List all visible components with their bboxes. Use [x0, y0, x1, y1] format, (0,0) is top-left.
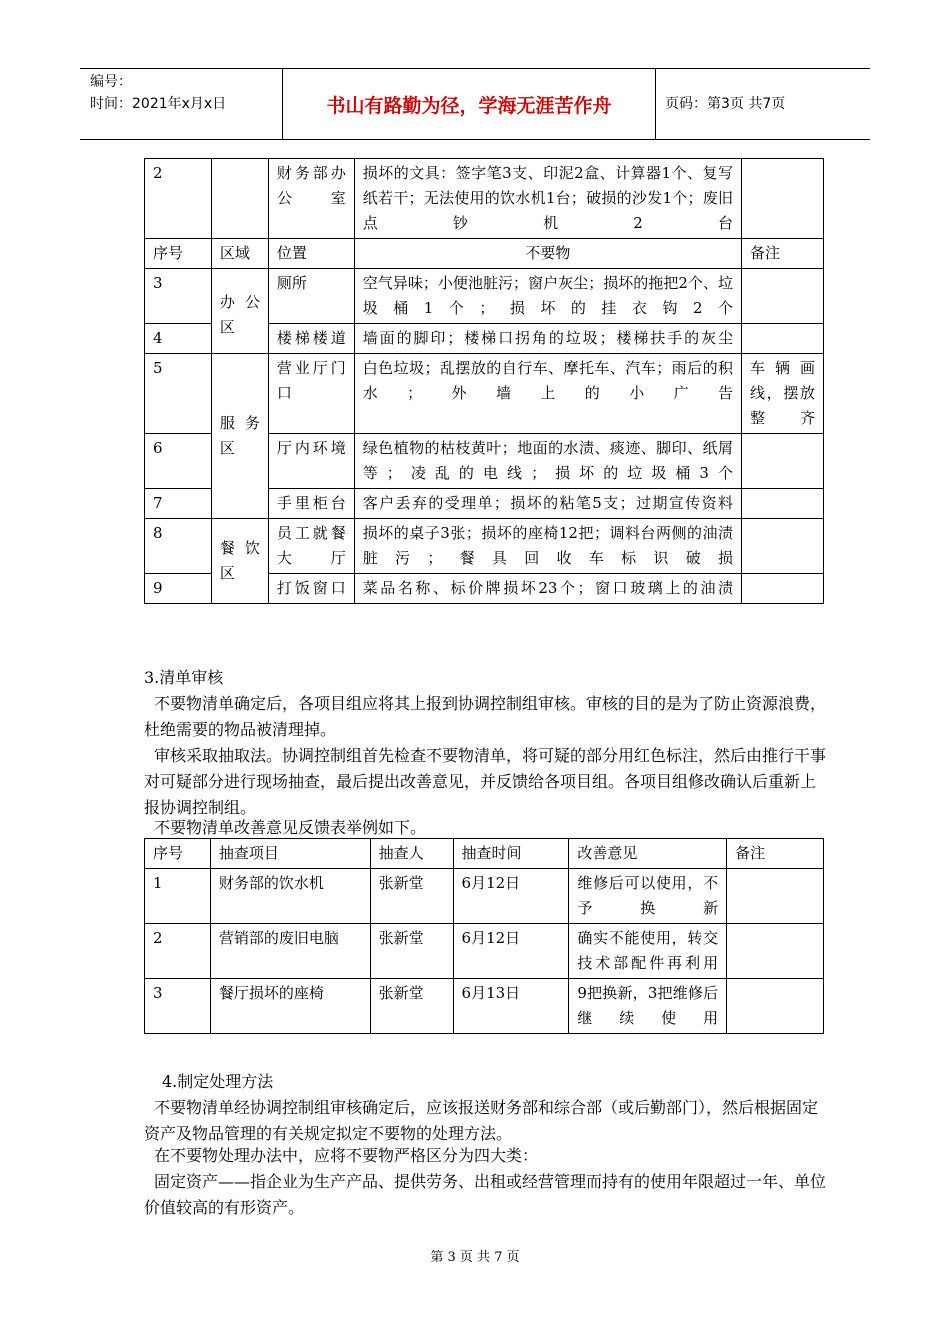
item-cell: 餐厅损坏的座椅 [210, 979, 370, 1034]
note-cell [742, 159, 824, 239]
feedback-table [144, 838, 824, 1034]
note-cell [742, 269, 824, 324]
header-cell: 序号 [145, 839, 211, 869]
items-cell: 白色垃圾；乱摆放的自行车、摩托车、汽车；雨后的积水；外墙上的小广告 [354, 354, 741, 434]
page-footer: 第 3 页 共 7 页 [430, 1250, 520, 1265]
header-cell: 位置 [268, 239, 354, 269]
row-number: 3 [145, 269, 212, 324]
header-cell: 序号 [145, 239, 212, 269]
row-number: 2 [145, 159, 212, 239]
section3-paragraph: 不要物清单确定后，各项目组应将其上报到协调控制组审核。审核的目的是为了防止资源浪费，杜绝需要的物品被清理掉。 [144, 694, 827, 739]
header-cell: 区域 [211, 239, 268, 269]
area-cell: 餐饮区 [211, 519, 268, 604]
date-cell: 6月13日 [453, 979, 569, 1034]
header-cell: 抽查时间 [453, 839, 569, 869]
opinion-cell: 9把换新，3把维修后继续使用 [569, 979, 727, 1034]
row-number: 8 [145, 519, 212, 574]
opinion-cell: 确实不能使用，转交技术部配件再利用 [569, 924, 727, 979]
section4-title: 4.制定处理方法 [162, 1072, 274, 1091]
number-label: 编号： [90, 74, 132, 90]
date-cell: 6月12日 [453, 924, 569, 979]
header-page-number: 页码：第3页 共7页 [665, 96, 786, 112]
header-cell: 不要物 [354, 239, 741, 269]
time-label: 时间：2021年x月x日 [90, 96, 227, 112]
location-cell: 楼梯楼道 [268, 324, 354, 354]
table-row [145, 924, 824, 979]
row-number: 4 [145, 324, 212, 354]
row-number: 1 [145, 869, 211, 924]
items-cell: 客户丢弃的受理单；损坏的粘笔5支；过期宣传资料 [354, 489, 741, 519]
header-cell: 备注 [742, 239, 824, 269]
note-cell [742, 324, 824, 354]
section3-paragraph: 审核采取抽取法。协调控制组首先检查不要物清单，将可疑的部分用红色标注，然后由推行干事对可疑部分进行现场抽查，最后提出改善意见，并反馈给各项目组。各项目组修改确认后重新上报协调控制组。 [144, 746, 827, 817]
items-cell: 墙面的脚印；楼梯口拐角的垃圾；楼梯扶手的灰尘 [354, 324, 741, 354]
note-cell [727, 979, 824, 1034]
area-cell: 服务区 [211, 354, 268, 519]
items-cell: 损坏的桌子3张；损坏的座椅12把；调料台两侧的油渍脏污；餐具回收车标识破损 [354, 519, 741, 574]
header-cell: 备注 [727, 839, 824, 869]
note-cell: 车辆画线，摆放整齐 [742, 354, 824, 434]
unneeded-items-table [144, 158, 824, 604]
note-cell [727, 869, 824, 924]
table-row [145, 979, 824, 1034]
section4-paragraph: 在不要物处理办法中，应将不要物严格区分为四大类： [154, 1146, 539, 1165]
row-number: 9 [145, 574, 212, 604]
row-number: 3 [145, 979, 211, 1034]
note-cell [742, 489, 824, 519]
opinion-cell: 维修后可以使用，不予换新 [569, 869, 727, 924]
header-cell: 抽查人 [370, 839, 453, 869]
location-cell: 厅内环境 [268, 434, 354, 489]
header-meta [80, 69, 283, 139]
person-cell: 张新堂 [370, 979, 453, 1034]
note-cell [742, 574, 824, 604]
table-header-row [145, 239, 824, 269]
item-cell: 财务部的饮水机 [210, 869, 370, 924]
section3-paragraph: 不要物清单改善意见反馈表举例如下。 [154, 818, 427, 837]
item-cell: 营销部的废旧电脑 [210, 924, 370, 979]
header-motto: 书山有路勤为径，学海无涯苦作舟 [283, 69, 656, 139]
location-cell: 员工就餐大厅 [268, 519, 354, 574]
note-cell [742, 519, 824, 574]
location-cell: 营业厅门口 [268, 354, 354, 434]
section4-paragraph: 不要物清单经协调控制组审核确定后，应该报送财务部和综合部（或后勤部门），然后根据固定资产及物品管理的有关规定拟定不要物的处理方法。 [144, 1098, 819, 1143]
table-row [145, 519, 824, 574]
area-cell [211, 159, 268, 239]
items-cell: 空气异味；小便池脏污；窗户灰尘；损坏的拖把2个、垃圾桶1个；损坏的挂衣钩2个 [354, 269, 741, 324]
area-cell: 办公区 [211, 269, 268, 354]
row-number: 5 [145, 354, 212, 434]
note-cell [742, 434, 824, 489]
date-cell: 6月12日 [453, 869, 569, 924]
row-number: 7 [145, 489, 212, 519]
items-cell: 绿色植物的枯枝黄叶；地面的水渍、痰迹、脚印、纸屑等；凌乱的电线；损坏的垃圾桶3个 [354, 434, 741, 489]
table-header-row [145, 839, 824, 869]
items-cell: 损坏的文具：签字笔3支、印泥2盒、计算器1个、复写纸若干；无法使用的饮水机1台；破损的沙发1个；废旧点钞机2台 [354, 159, 741, 239]
table-row [145, 159, 824, 239]
page-header [80, 68, 870, 140]
section4-paragraph: 固定资产——指企业为生产产品、提供劳务、出租或经营管理而持有的使用年限超过一年、单位价值较高的有形资产。 [144, 1172, 827, 1217]
location-cell: 财务部办公室 [268, 159, 354, 239]
location-cell: 手里柜台 [268, 489, 354, 519]
note-cell [727, 924, 824, 979]
row-number: 2 [145, 924, 211, 979]
location-cell: 厕所 [268, 269, 354, 324]
section3-title: 3.清单审核 [144, 668, 224, 687]
location-cell: 打饭窗口 [268, 574, 354, 604]
table-row [145, 354, 824, 434]
header-cell: 抽查项目 [210, 839, 370, 869]
person-cell: 张新堂 [370, 869, 453, 924]
row-number: 6 [145, 434, 212, 489]
items-cell: 菜品名称、标价牌损坏23个；窗口玻璃上的油渍 [354, 574, 741, 604]
person-cell: 张新堂 [370, 924, 453, 979]
table-row [145, 869, 824, 924]
table-row [145, 269, 824, 324]
header-cell: 改善意见 [569, 839, 727, 869]
